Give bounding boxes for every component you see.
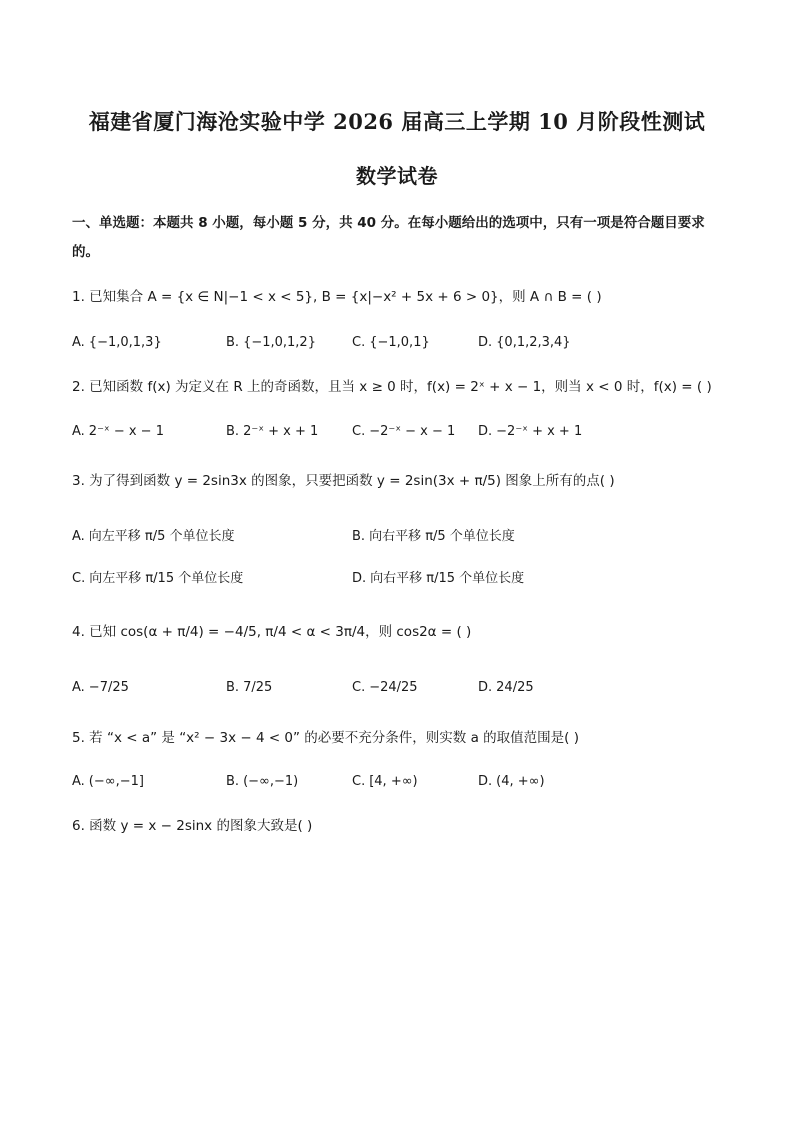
question-2-stem: 2. 已知函数 f(x) 为定义在 R 上的奇函数，且当 x ≥ 0 时，f(x) = 2ˣ + x − 1，则当 x < 0 时，f(x) = ( ) xyxy=(72,379,712,395)
option-text: −7/25 xyxy=(88,680,129,695)
option-letter: A. xyxy=(72,529,85,544)
option-letter: B. xyxy=(226,424,240,439)
question-4-stem: 4. 已知 cos(α + π/4) = −4/5, π/4 < α < 3π/4，则 cos2α = ( ) xyxy=(72,624,472,640)
q5-option-b[interactable] xyxy=(226,772,298,792)
option-letter: A. xyxy=(72,680,85,695)
q3-option-d[interactable] xyxy=(352,569,524,589)
q1-option-c[interactable] xyxy=(352,333,430,353)
option-text: [4, +∞) xyxy=(369,774,418,789)
section-instructions-line1: 一、单选题：本题共 8 小题，每小题 5 分，共 40 分。在每小题给出的选项中，只有一项是符合题目要求 xyxy=(72,215,705,231)
option-letter: D. xyxy=(478,424,493,439)
option-text: (−∞,−1] xyxy=(88,774,144,789)
option-text: 2⁻ˣ + x + 1 xyxy=(243,424,319,439)
q1-option-b[interactable] xyxy=(226,333,316,353)
q3-option-b[interactable] xyxy=(352,527,515,547)
option-letter: C. xyxy=(352,335,366,350)
option-text: −2⁻ˣ + x + 1 xyxy=(496,424,583,439)
option-letter: C. xyxy=(72,571,86,586)
option-letter: A. xyxy=(72,774,85,789)
q5-option-c[interactable] xyxy=(352,772,418,792)
question-1-stem: 1. 已知集合 A = {x ∈ N|−1 < x < 5}, B = {x|−x² + 5x + 6 > 0}，则 A ∩ B = ( ) xyxy=(72,289,602,305)
option-text: 7/25 xyxy=(243,680,273,695)
q4-option-c[interactable] xyxy=(352,678,418,698)
option-letter: C. xyxy=(352,680,366,695)
q3-option-c[interactable] xyxy=(72,569,243,589)
page-title: 福建省厦门海沧实验中学 2026 届高三上学期 10 月阶段性测试 xyxy=(88,109,706,134)
q5-option-d[interactable] xyxy=(478,772,545,792)
q4-option-d[interactable] xyxy=(478,678,534,698)
option-text: 向左平移 π/15 个单位长度 xyxy=(89,571,244,586)
q5-option-a[interactable] xyxy=(72,772,144,792)
option-letter: D. xyxy=(478,335,493,350)
option-text: 向左平移 π/5 个单位长度 xyxy=(88,529,235,544)
option-letter: B. xyxy=(226,680,240,695)
option-text: {−1,0,1} xyxy=(369,335,430,350)
section-instructions-line2: 的。 xyxy=(72,244,99,260)
option-letter: C. xyxy=(352,424,366,439)
option-text: 向右平移 π/5 个单位长度 xyxy=(369,529,515,544)
option-letter: B. xyxy=(226,774,240,789)
q4-option-b[interactable] xyxy=(226,678,272,698)
option-letter: D. xyxy=(352,571,367,586)
option-letter: B. xyxy=(226,335,240,350)
q3-option-a[interactable] xyxy=(72,527,235,547)
q2-option-d[interactable] xyxy=(478,422,582,442)
option-text: {−1,0,1,2} xyxy=(243,335,316,350)
option-letter: C. xyxy=(352,774,366,789)
option-text: (4, +∞) xyxy=(496,774,545,789)
q1-option-d[interactable] xyxy=(478,333,571,353)
option-text: {−1,0,1,3} xyxy=(88,335,162,350)
option-text: −24/25 xyxy=(369,680,418,695)
q2-option-c[interactable] xyxy=(352,422,455,442)
option-text: 向右平移 π/15 个单位长度 xyxy=(370,571,525,586)
option-text: 2⁻ˣ − x − 1 xyxy=(88,424,164,439)
q2-option-b[interactable] xyxy=(226,422,318,442)
q4-option-a[interactable] xyxy=(72,678,129,698)
option-letter: A. xyxy=(72,424,85,439)
option-letter: A. xyxy=(72,335,85,350)
q2-option-a[interactable] xyxy=(72,422,164,442)
question-3-stem: 3. 为了得到函数 y = 2sin3x 的图象，只要把函数 y = 2sin(3x + π/5) 图象上所有的点( ) xyxy=(72,473,615,489)
option-letter: B. xyxy=(352,529,366,544)
question-5-stem: 5. 若 “x < a” 是 “x² − 3x − 4 < 0” 的必要不充分条件，则实数 a 的取值范围是( ) xyxy=(72,730,579,746)
option-text: 24/25 xyxy=(496,680,534,695)
option-letter: D. xyxy=(478,774,493,789)
question-6-stem: 6. 函数 y = x − 2sinx 的图象大致是( ) xyxy=(72,818,313,834)
option-text: −2⁻ˣ − x − 1 xyxy=(369,424,456,439)
option-text: (−∞,−1) xyxy=(243,774,299,789)
option-text: {0,1,2,3,4} xyxy=(496,335,571,350)
q1-option-a[interactable] xyxy=(72,333,162,353)
option-letter: D. xyxy=(478,680,493,695)
page-subtitle: 数学试卷 xyxy=(356,164,438,188)
